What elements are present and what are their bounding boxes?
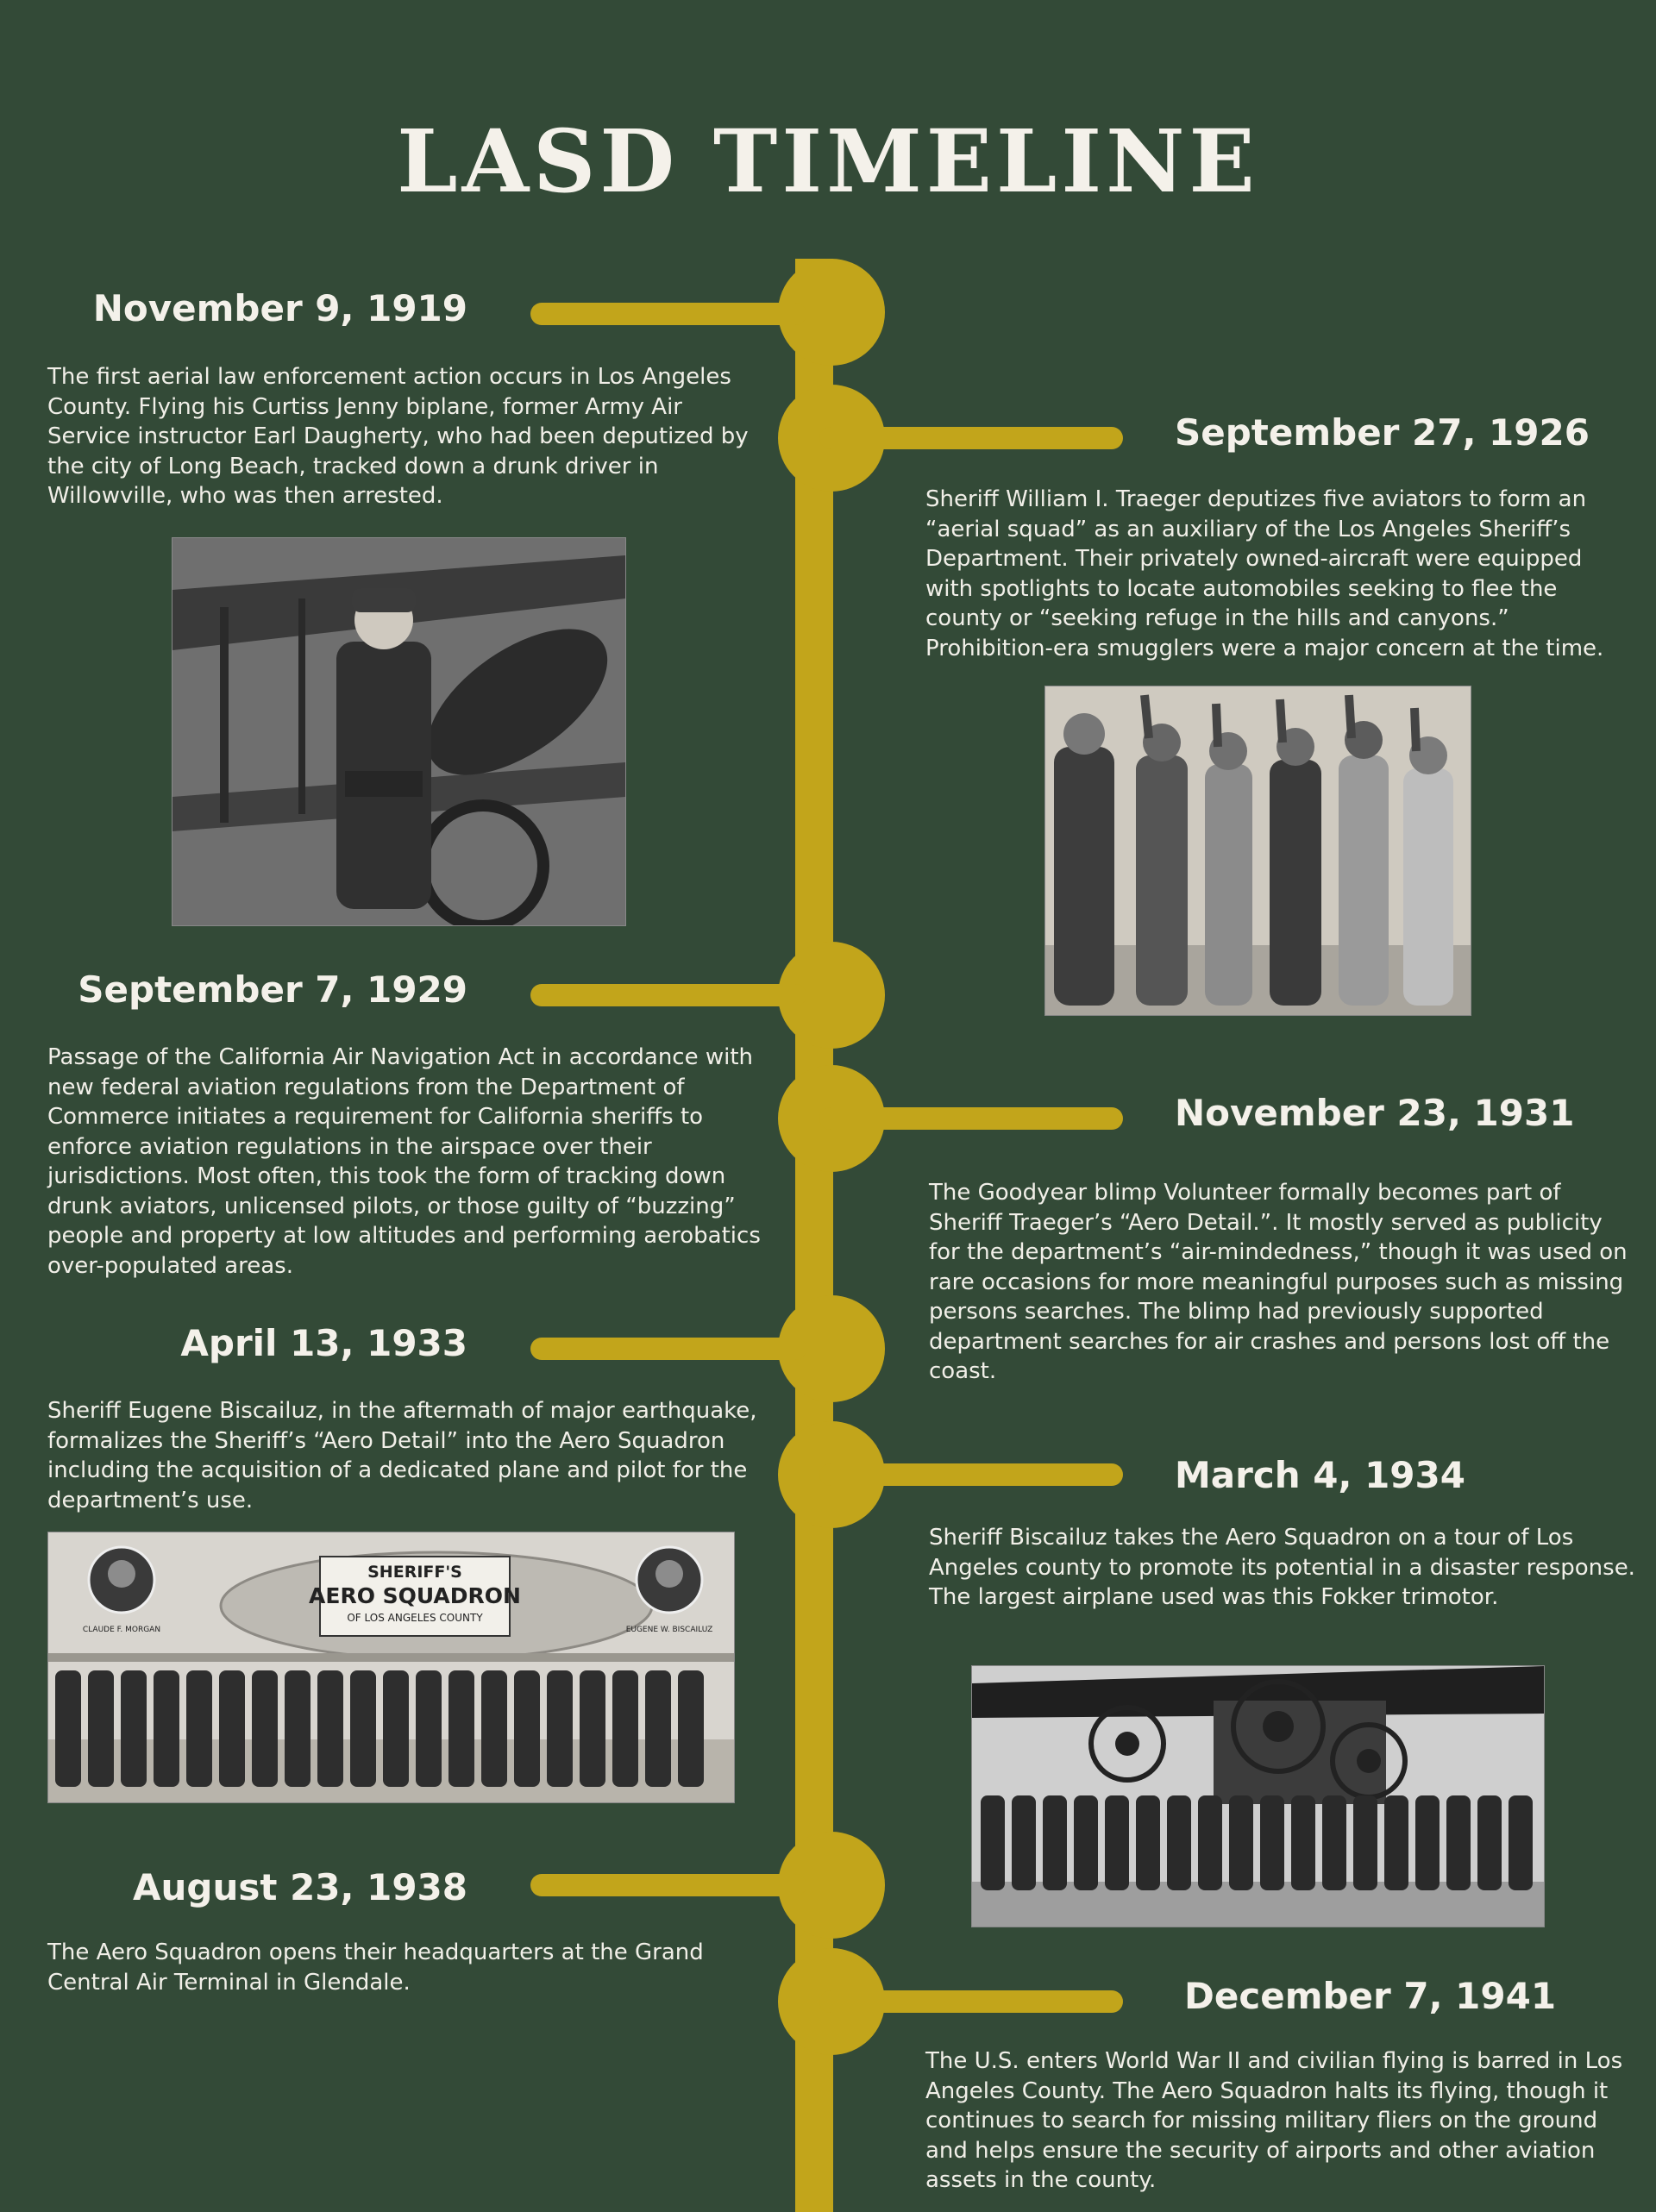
timeline-connector [819, 1990, 1123, 2013]
photo-fokker-trimotor [971, 1665, 1545, 1927]
event-description: The Aero Squadron opens their headquarters at the Grand Central Air Terminal in Glendale. [47, 1939, 704, 1996]
event-date: August 23, 1938 [133, 1866, 467, 1908]
timeline-connector [819, 1463, 1123, 1486]
event-date: September 7, 1929 [78, 968, 467, 1011]
trimotor-photo-image [972, 1666, 1544, 1927]
blimp-banner-line3: OF LOS ANGELES COUNTY [347, 1612, 483, 1624]
timeline-connector [530, 303, 806, 325]
event-date: December 7, 1941 [1184, 1975, 1557, 2017]
photo-aero-squadron-blimp [47, 1532, 735, 1803]
event-description: The Goodyear blimp Volunteer formally becomes part of Sheriff Traeger’s “Aero Detail.”. It mostly served as publicity for the department’s “air-mindedness,” though it was used on rare occasions for more meaningful purposes such as missing persons searches. The blimp had previously supported department searches for air crashes and persons lost off the coast. [929, 1180, 1628, 1384]
event-description: Passage of the California Air Navigation Act in accordance with new federal aviation regulations from the Department of Commerce initiates a requirement for California sheriffs to enforce aviation regulations in the airspace over their jurisdictions. Most often, this took the form of tracking down drunk aviators, unlicensed pilots, or those guilty of “buzzing” people and property at low altitudes and performing aerobatics over-populated areas. [47, 1044, 761, 1279]
portrait-left-caption: CLAUDE F. MORGAN [82, 1626, 161, 1634]
blimp-banner-line1: SHERIFF'S [367, 1563, 462, 1582]
event-date: March 4, 1934 [1175, 1454, 1465, 1496]
event-description: Sheriff Biscailuz takes the Aero Squadron on a tour of Los Angeles county to promote its potential in a disaster response. The largest airplane used was this Fokker trimotor. [929, 1525, 1635, 1610]
portrait-right-caption: EUGENE W. BISCAILUZ [625, 1626, 713, 1634]
event-date: September 27, 1926 [1175, 411, 1590, 454]
photo-aviators-sworn-in [1044, 686, 1471, 1016]
aviator-photo-image [172, 538, 625, 925]
event-description: The first aerial law enforcement action occurs in Los Angeles County. Flying his Curtiss Jenny biplane, former Army Air Service instructor Earl Daugherty, who had been deputized by the city of Long Beach, tracked down a drunk driver in Willowville, who was then arrested. [47, 364, 749, 509]
event-description: Sheriff Eugene Biscailuz, in the aftermath of major earthquake, formalizes the Sheriff’s “Aero Detail” into the Aero Squadron including the acquisition of a dedicated plane and pilot for the department’s use. [47, 1398, 757, 1513]
event-description: The U.S. enters World War II and civilian flying is barred in Los Angeles County. The Aero Squadron halts its flying, though it continues to search for missing military fliers on the ground and helps ensure the security of airports and other aviation assets in the county. [925, 2048, 1623, 2193]
blimp-banner-line2: AERO SQUADRON [309, 1583, 521, 1608]
timeline-connector [530, 984, 806, 1006]
timeline-connector [819, 427, 1123, 449]
timeline-connector [530, 1338, 806, 1360]
page-title: LASD TIMELINE [397, 110, 1259, 212]
event-date: November 9, 1919 [92, 287, 467, 329]
event-date: November 23, 1931 [1175, 1092, 1575, 1134]
event-description: Sheriff William I. Traeger deputizes five aviators to form an “aerial squad” as an auxiliary of the Los Angeles Sheriff’s Department. Their privately owned-aircraft were equipped with spotlights to locate automobiles seeking to flee the county or “seeking refuge in the hills and canyons.” Prohibition-era smugglers were a major concern at the time. [925, 486, 1604, 661]
photo-aviator-with-biplane [172, 537, 626, 926]
blimp-photo-image [48, 1532, 734, 1802]
aviators-photo-image [1045, 686, 1471, 1015]
timeline-connector [530, 1874, 806, 1896]
timeline-connector [819, 1107, 1123, 1130]
event-date: April 13, 1933 [180, 1322, 467, 1364]
